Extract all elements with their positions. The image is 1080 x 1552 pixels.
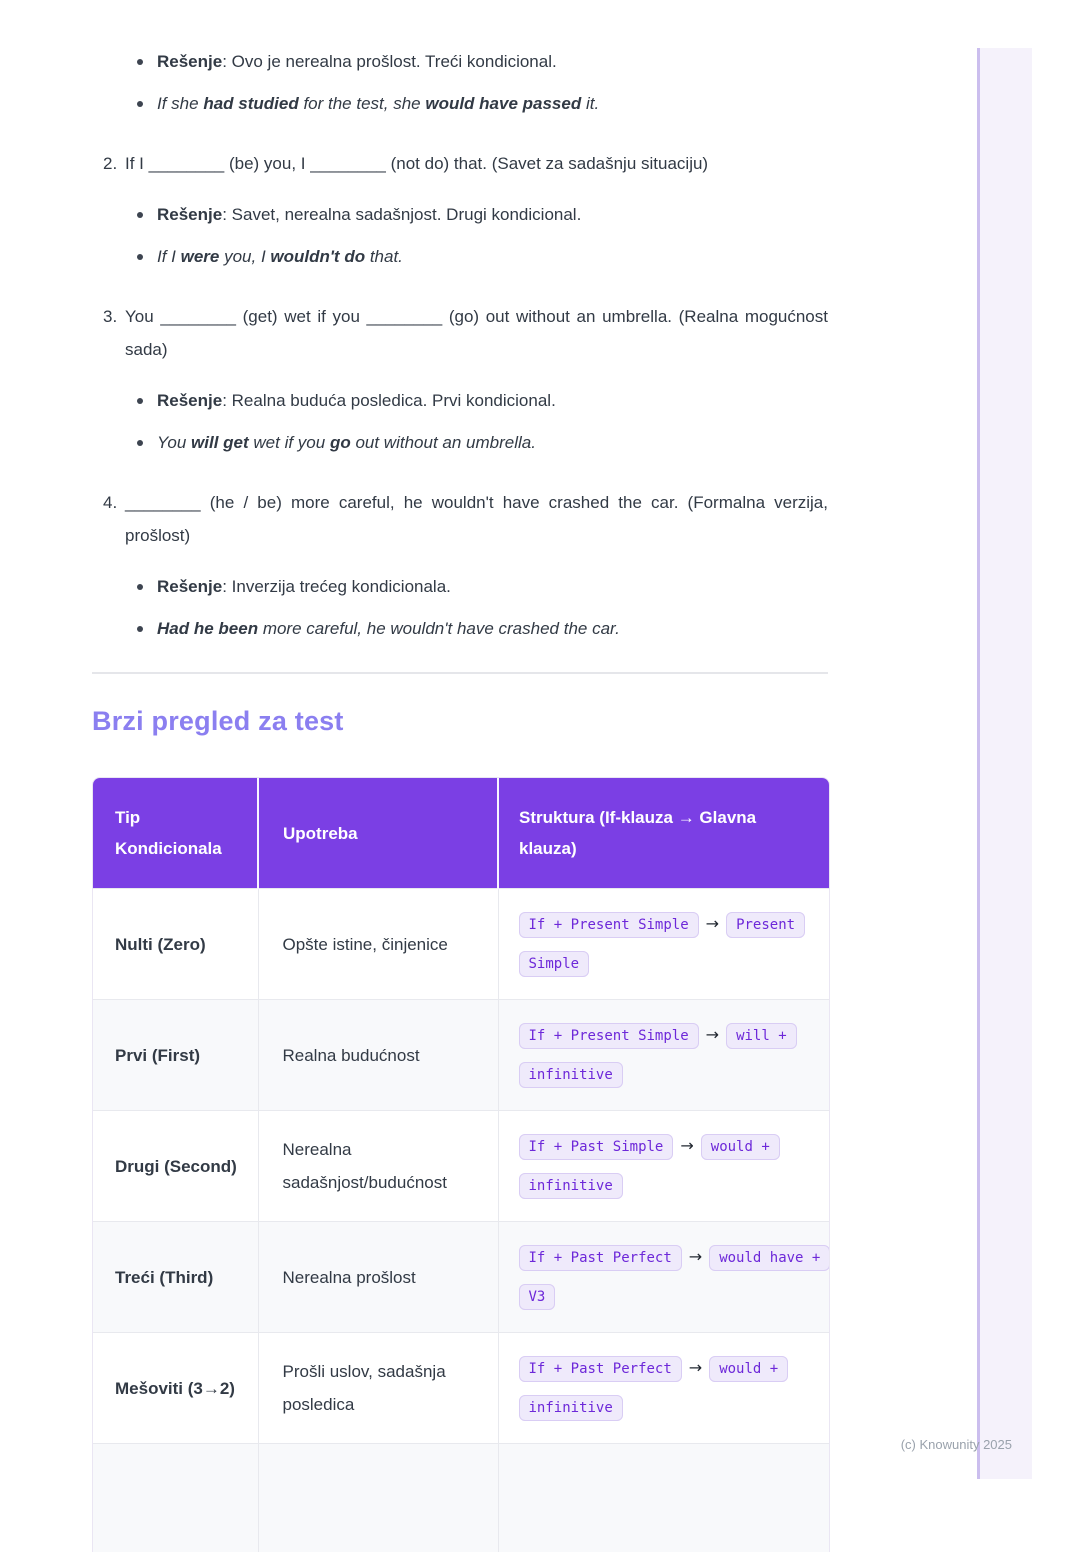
table-row	[93, 1111, 829, 1222]
example-line	[137, 243, 828, 271]
cell-structure	[498, 1222, 829, 1333]
solution-label: Rešenje	[157, 577, 223, 596]
solution-label: Rešenje	[157, 391, 223, 410]
scrollbar-track[interactable]	[977, 48, 1032, 1479]
table-row	[93, 1333, 829, 1444]
solution-list	[137, 573, 828, 643]
review-table-container	[92, 777, 830, 1552]
example-text: You	[157, 433, 192, 452]
section-title: Brzi pregled za test	[92, 706, 344, 736]
code-chip: If + Past Simple	[519, 1134, 674, 1160]
arrow-icon: →	[705, 914, 720, 933]
cell-structure	[498, 1000, 829, 1111]
cell-type: Treći (Third)	[93, 1222, 258, 1333]
table-row	[93, 1222, 829, 1333]
example-bold: go	[329, 433, 351, 452]
code-chip: If + Past Perfect	[519, 1245, 682, 1271]
header-cell-structure: Struktura (If-klauza → Glavna klauza)	[498, 778, 829, 889]
solution-text: : Ovo je nerealna prošlost. Treći kondicional.	[222, 52, 557, 71]
code-chip: If + Past Perfect	[519, 1356, 682, 1382]
example-bold: will get	[191, 433, 249, 452]
exercise-number: 2.	[103, 154, 118, 173]
cell-type	[93, 1444, 258, 1552]
solution-line	[137, 387, 828, 415]
cell-structure	[498, 1111, 829, 1222]
cell-use: Opšte istine, činjenice	[258, 889, 498, 1000]
exercise-question	[92, 300, 828, 366]
solution-list	[137, 201, 828, 271]
table-header-row	[93, 778, 829, 889]
header-cell-type: Tip Kondicionala	[93, 778, 258, 889]
cell-structure	[498, 1333, 829, 1444]
solution-text: : Savet, nerealna sadašnjost. Drugi kondicional.	[222, 205, 582, 224]
solution-label: Rešenje	[157, 52, 223, 71]
example-text: out without an umbrella.	[350, 433, 536, 452]
exercise-question	[92, 486, 828, 552]
table-row-partial	[93, 1444, 829, 1552]
cell-type: Mešoviti (3→2)	[93, 1333, 258, 1444]
exercise-number: 4.	[103, 493, 118, 512]
header-cell-use: Upotreba	[258, 778, 498, 889]
example-text: wet if you	[248, 433, 330, 452]
example-text: it.	[581, 94, 600, 113]
example-text: that.	[365, 247, 403, 266]
solution-label: Rešenje	[157, 205, 223, 224]
example-text: If she	[157, 94, 204, 113]
solution-line	[137, 48, 828, 76]
cell-use: Nerealna sadašnjost/budućnost	[258, 1111, 498, 1222]
code-chip: would have + V3	[519, 1245, 831, 1310]
code-chip: If + Present Simple	[519, 912, 699, 938]
cell-type: Prvi (First)	[93, 1000, 258, 1111]
cell-use: Nerealna prošlost	[258, 1222, 498, 1333]
code-chip: would + infinitive	[519, 1134, 780, 1199]
arrow-icon: →	[688, 1247, 703, 1266]
solution-list	[137, 387, 828, 457]
exercise-question	[92, 147, 828, 180]
solution-text: : Inverzija trećeg kondicionala.	[222, 577, 451, 596]
solution-line	[137, 573, 828, 601]
solution-text: : Realna buduća posledica. Prvi kondicional.	[222, 391, 556, 410]
example-bold: were	[180, 247, 220, 266]
cell-structure	[498, 1444, 829, 1552]
example-bold: Had he been	[157, 619, 259, 638]
example-line	[137, 615, 828, 643]
question-text: You ________ (get) wet if you ________ (go) out without an umbrella. (Realna mogućnost sada)	[125, 307, 828, 359]
example-text: more careful, he wouldn't have crashed the car.	[258, 619, 620, 638]
question-text: ________ (he / be) more careful, he wouldn't have crashed the car. (Formalna verzija, prošlost)	[125, 493, 828, 545]
cell-type: Nulti (Zero)	[93, 889, 258, 1000]
code-chip: Present Simple	[519, 912, 806, 977]
cell-use: Prošli uslov, sadašnja posledica	[258, 1333, 498, 1444]
section-divider	[92, 672, 828, 674]
example-text: If I	[157, 247, 181, 266]
code-chip: would + infinitive	[519, 1356, 789, 1421]
cell-structure	[498, 889, 829, 1000]
conditionals-table	[93, 778, 829, 1552]
example-text: for the test, she	[298, 94, 426, 113]
arrow-icon: →	[688, 1358, 703, 1377]
table-row	[93, 889, 829, 1000]
cell-type: Drugi (Second)	[93, 1111, 258, 1222]
copyright-text: (c) Knowunity 2025	[900, 1437, 1012, 1452]
table-row	[93, 1000, 829, 1111]
example-bold: wouldn't do	[270, 247, 366, 266]
arrow-icon: →	[680, 1136, 694, 1155]
example-bold: would have passed	[425, 94, 582, 113]
exercise-number: 3.	[103, 307, 118, 326]
cell-use	[258, 1444, 498, 1552]
arrow-icon: →	[705, 1025, 720, 1044]
code-chip: will + infinitive	[519, 1023, 797, 1088]
example-line	[137, 429, 828, 457]
document-content	[92, 0, 828, 1552]
solution-list	[137, 48, 828, 118]
example-bold: had studied	[203, 94, 299, 113]
solution-line	[137, 201, 828, 229]
example-text: you, I	[219, 247, 271, 266]
example-line	[137, 90, 828, 118]
cell-use: Realna budućnost	[258, 1000, 498, 1111]
code-chip: If + Present Simple	[519, 1023, 699, 1049]
question-text: If I ________ (be) you, I ________ (not do) that. (Savet za sadašnju situaciju)	[125, 154, 709, 173]
